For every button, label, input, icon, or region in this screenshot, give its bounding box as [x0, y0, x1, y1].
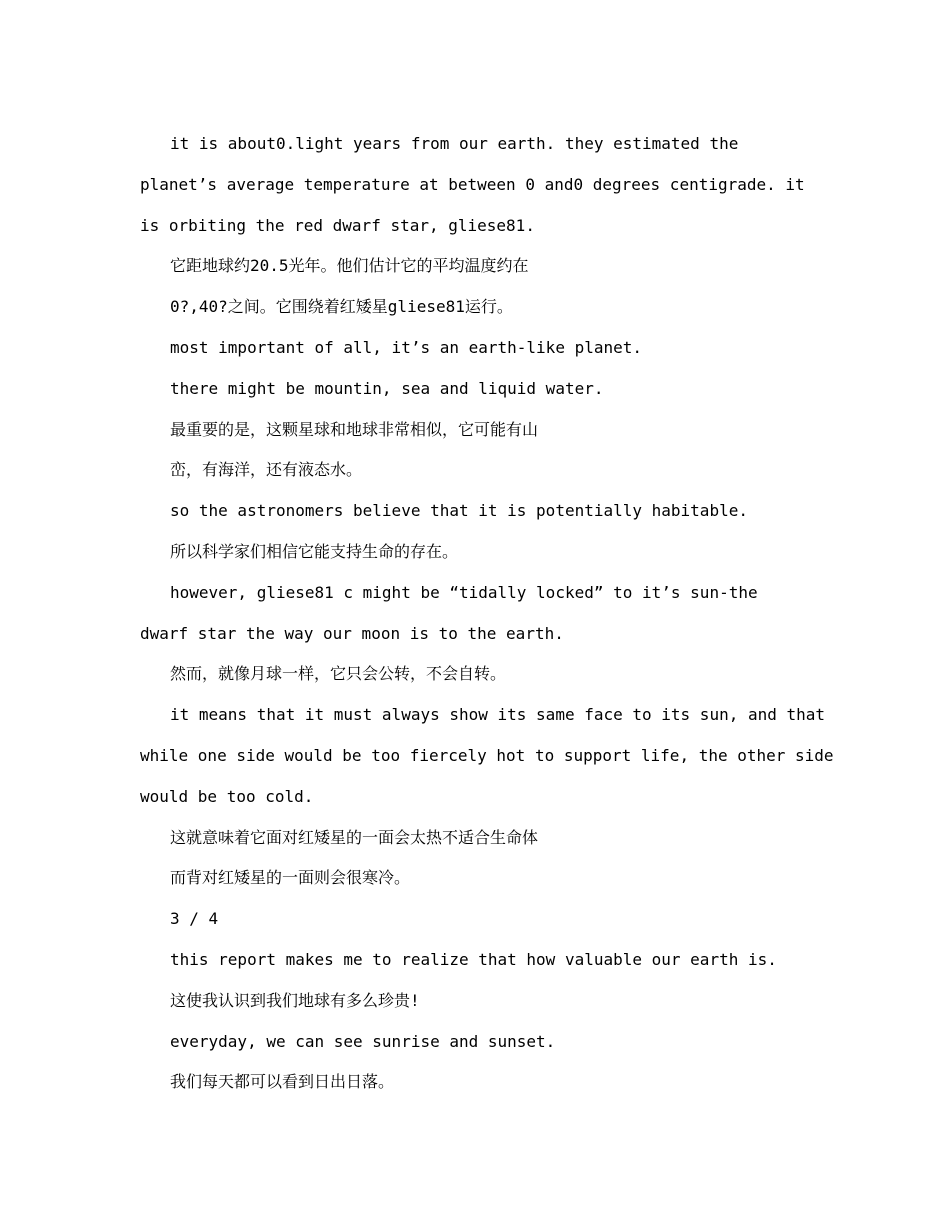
text-line: this report makes me to realize that how valuable our earth is.	[170, 949, 777, 969]
text-line: 而背对红矮星的一面则会很寒冷。	[170, 868, 411, 888]
text-line: it is about0.light years from our earth. they estimated the	[170, 134, 739, 153]
text-line: 所以科学家们相信它能支持生命的存在。	[170, 541, 459, 561]
document-body	[140, 124, 834, 1103]
text-line: planet’s average temperature at between 0 and0 degrees centigrade. it	[140, 174, 805, 194]
text-line: most important of all, it’s an earth-like planet.	[170, 337, 643, 357]
text-line: 峦，有海洋，还有液态水。	[170, 460, 363, 480]
text-line: however, gliese81 c might be “tidally locked” to it’s sun-the	[170, 582, 758, 602]
text-line: would be too cold.	[140, 786, 314, 806]
text-line: so the astronomers believe that it is potentially habitable.	[170, 501, 748, 521]
text-line: 这使我认识到我们地球有多么珍贵!	[170, 990, 420, 1010]
text-line: 它距地球约20.5光年。他们估计它的平均温度约在	[170, 256, 529, 276]
text-line: 我们每天都可以看到日出日落。	[170, 1072, 395, 1092]
text-line: 最重要的是，这颗星球和地球非常相似，它可能有山	[170, 419, 539, 439]
text-line: dwarf star the way our moon is to the earth.	[140, 623, 564, 643]
page-number: 3 / 4	[170, 909, 219, 929]
text-line: everyday, we can see sunrise and sunset.	[170, 1031, 556, 1051]
text-line: while one side would be too fiercely hot to support life, the other side	[140, 745, 834, 765]
text-line: is orbiting the red dwarf star, gliese81.	[140, 215, 535, 235]
text-line: 然而，就像月球一样，它只会公转，不会自转。	[170, 664, 507, 684]
text-line: 0?,40?之间。它围绕着红矮星gliese81运行。	[170, 297, 513, 317]
text-line: 这就意味着它面对红矮星的一面会太热不适合生命体	[170, 827, 539, 847]
text-line: there might be mountin, sea and liquid water.	[170, 378, 604, 398]
text-line: it means that it must always show its same face to its sun, and that	[170, 705, 826, 725]
